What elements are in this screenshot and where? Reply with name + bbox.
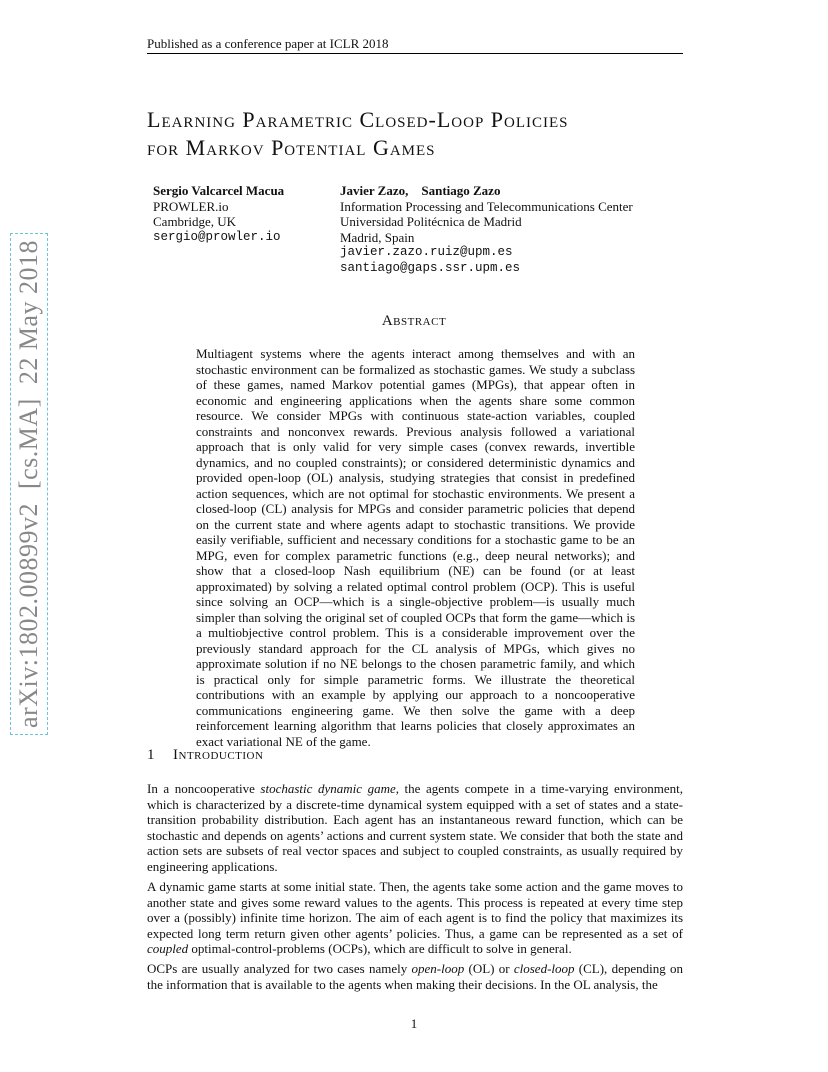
author-name: Sergio Valcarcel Macua	[153, 183, 285, 198]
intro-paragraph-1	[147, 781, 683, 874]
abstract-heading: Abstract	[381, 313, 447, 329]
text-run: (CL), depending on the information that is available to the agents when making their decisions. In the OL analysis, the	[147, 961, 684, 992]
header-rule	[147, 53, 683, 54]
section-heading	[147, 747, 263, 764]
emphasis: open-loop	[411, 961, 465, 976]
arxiv-stamp[interactable]	[10, 233, 48, 735]
section-number: 1	[147, 747, 155, 763]
text-run: In a noncooperative	[147, 781, 261, 796]
author-location: Madrid, Spain	[340, 229, 415, 245]
author-location: Cambridge, UK	[153, 214, 237, 229]
intro-paragraph-2	[147, 879, 683, 957]
emphasis: stochastic dynamic game	[260, 781, 396, 796]
text-run: A dynamic game starts at some initial state. Then, the agents take some action and the game moves to another state and gives some reward values to the agents. This process is repeated at every time step over a (possibly) infinite time horizon. The aim of each agent is to find the policy that maximizes its expected long term return given other agents’ policies. Thus, a game can be represented as a set of	[147, 879, 683, 941]
text-run: OCPs are usually analyzed for two cases namely	[147, 961, 412, 976]
arxiv-stamp-text: arXiv:1802.00899v2 [cs.MA] 22 May 2018	[14, 240, 43, 728]
author-block-1	[153, 183, 284, 245]
running-header: Published as a conference paper at ICLR 2018	[147, 36, 389, 51]
page-number: 1	[410, 1016, 418, 1031]
section-title: Introduction	[173, 747, 264, 763]
author-block-2	[340, 183, 633, 276]
emphasis: closed-loop	[513, 961, 575, 976]
paper-title	[147, 106, 707, 162]
text-run: , the agents compete in a time-varying environment, which is characterized by a discrete-time dynamical system equipped with a set of states and a state-transition probability distribution. Each agent has an instantaneous reward function, which can be stochastic and depends on agents’ actions and current system state. We consider that both the state and action sets are subsets of real vector spaces and subject to coupled constraints, as usually required by engineering applications.	[147, 781, 684, 874]
author-email[interactable]: sergio@prowler.io	[153, 229, 281, 244]
author-affiliation: PROWLER.io	[153, 198, 229, 214]
text-run: optimal-control-problems (OCPs), which are difficult to solve in general.	[188, 941, 572, 956]
emphasis: coupled	[147, 941, 189, 956]
author-university: Universidad Politécnica de Madrid	[340, 214, 522, 229]
title-line-1: Learning Parametric Closed-Loop Policies	[147, 107, 569, 132]
text-run: (OL) or	[464, 961, 514, 976]
author-email[interactable]: javier.zazo.ruiz@upm.es	[340, 245, 513, 259]
author-email[interactable]: santiago@gaps.ssr.upm.es	[340, 260, 521, 275]
author-names: Javier Zazo, Santiago Zazo	[340, 183, 501, 198]
author-affiliation: Information Processing and Telecommunications Center	[340, 198, 633, 214]
abstract-text: Multiagent systems where the agents interact among themselves and with an stochastic environment can be formalized as stochastic games. We study a subclass of these games, named Markov potential games (MPGs), that appear often in economic and engineering applications when the agents share some common resource. We consider MPGs with continuous state-action variables, coupled constraints and nonconvex rewards. Previous analysis followed a variational approach that is only valid for very simple cases (convex rewards, invertible dynamics, and no coupled constraints); or considered deterministic dynamics and provided open-loop (OL) analysis, studying strategies that consist in predefined action sequences, which are not optimal for stochastic environments. We present a closed-loop (CL) analysis for MPGs and consider parametric policies that depend on the current state and where agents adapt to stochastic transitions. We provide easily verifiable, sufficient and necessary conditions for a stochastic game to be an MPG, even for complex parametric functions (e.g., deep neural networks); and show that a closed-loop Nash equilibrium (NE) can be found (or at least approximated) by solving a related optimal control problem (OCP). This is useful since solving an OCP—which is a single-objective problem—is usually much simpler than solving the original set of coupled OCPs that form the game—which is a multiobjective control problem. This is a considerable improvement over the previously standard approach for the CL analysis of MPGs, which gives no approximate solution if no NE belongs to the chosen parametric family, and which is practical only for simple parametric forms. We illustrate the theoretical contributions with an example by applying our approach to a noncooperative communications engineering game. We then solve the game with a deep reinforcement learning algorithm that learns policies that closely approximates an exact variational NE of the game.	[196, 346, 635, 749]
intro-paragraph-3	[147, 961, 683, 992]
title-line-2: for Markov Potential Games	[147, 135, 436, 160]
